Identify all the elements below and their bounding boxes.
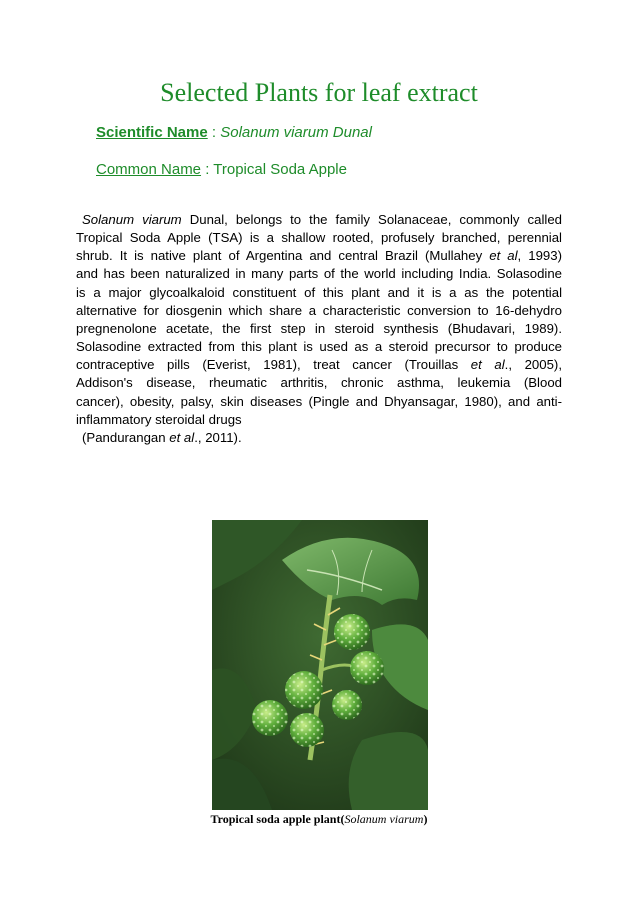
description-paragraph <box>76 211 562 447</box>
paragraph-line: alternative for diosgenin which share a characteristic conversion to 16-dehydro <box>76 302 562 318</box>
paragraph-line <box>76 247 562 265</box>
scientific-name-label: Scientific Name <box>96 124 208 141</box>
paragraph-text: contraceptive pills (Everist, 1981), treat cancer (Trouillas <box>76 357 471 373</box>
caption-close: ) <box>423 812 428 826</box>
paragraph-line <box>76 211 562 229</box>
paragraph-line: Addison's disease, rheumatic arthritis, chronic asthma, leukemia (Blood <box>76 375 562 391</box>
scientific-name-line <box>96 124 372 141</box>
paragraph-text: ., 2011). <box>194 429 242 445</box>
paragraph-line <box>76 356 562 374</box>
paragraph-text: , 1993) <box>517 248 562 264</box>
common-name-line <box>96 161 347 178</box>
paragraph-line: is a major glycoalkaloid constituent of this plant and it is a as the potential <box>76 284 562 300</box>
paragraph-line: pregnenolone acetate, the first step in steroid synthesis (Bhudavari, 1989). <box>76 320 562 336</box>
species-name: Solanum viarum <box>82 212 182 227</box>
paragraph-line: cancer), obesity, palsy, skin diseases (Pingle and Dhyansagar, 1980), and anti- <box>76 393 562 409</box>
paragraph-text: (Pandurangan <box>82 429 170 445</box>
paragraph-line: Tropical Soda Apple (TSA) is a shallow rooted, profusely branched, perennial <box>76 230 562 246</box>
paragraph-line <box>76 429 562 447</box>
paragraph-line: inflammatory steroidal drugs <box>76 411 242 427</box>
common-name-label: Common Name <box>96 161 202 178</box>
paragraph-text: ., 2005), <box>504 357 562 373</box>
common-name-separator: : <box>201 161 214 178</box>
plant-photo <box>212 520 428 810</box>
citation-etal: et al <box>470 357 505 373</box>
tropical-soda-apple-illustration <box>212 520 428 810</box>
scientific-name-value: Solanum viarum Dunal <box>220 124 372 141</box>
common-name-value: Tropical Soda Apple <box>213 161 347 178</box>
paragraph-text: Dunal, belongs to the family Solanaceae, commonly called <box>181 212 563 227</box>
citation-etal: et al <box>489 248 518 264</box>
caption-text: Tropical soda apple plant( <box>210 812 345 826</box>
paragraph-line: and has been naturalized in many parts of the world including India. Solasodine <box>76 266 562 282</box>
caption-species: Solanum viarum <box>344 812 424 826</box>
page-title: Selected Plants for leaf extract <box>160 78 478 107</box>
citation-etal: et al <box>169 429 195 445</box>
paragraph-line: Solasodine extracted from this plant is used as a steroid precursor to produce <box>76 339 562 355</box>
photo-caption <box>0 812 638 827</box>
scientific-name-separator: : <box>207 124 221 141</box>
paragraph-text: shrub. It is native plant of Argentina and central Brazil (Mullahey <box>76 248 490 264</box>
